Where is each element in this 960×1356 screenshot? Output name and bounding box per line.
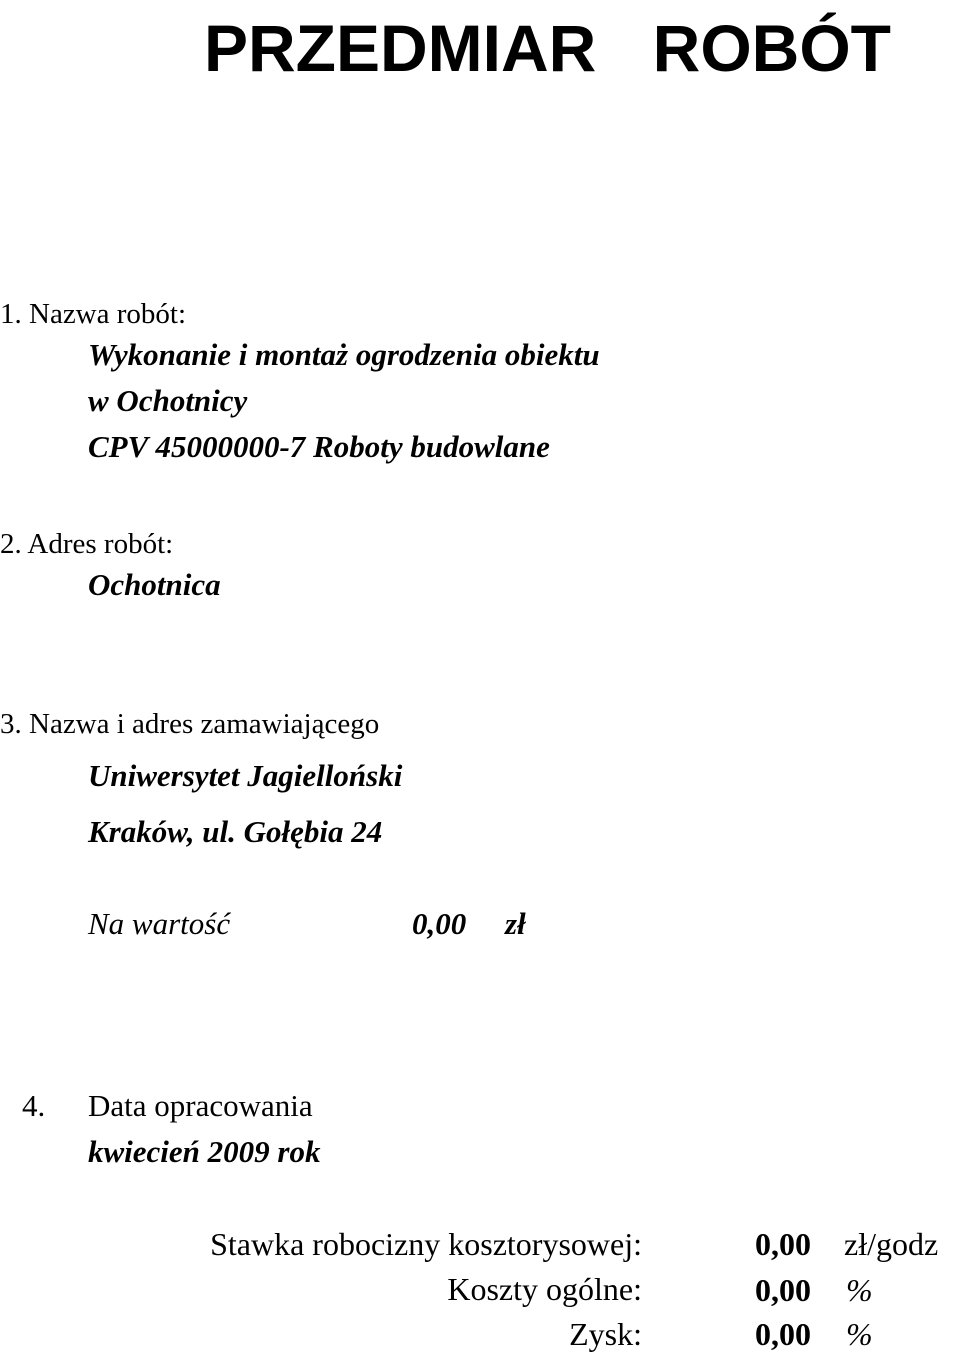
work-name-line-2: w Ochotnicy xyxy=(88,383,248,418)
client-address: Kraków, ul. Gołębia 24 xyxy=(88,814,383,849)
overhead-label: Koszty ogólne: xyxy=(447,1271,642,1307)
value-label: Na wartość xyxy=(88,906,231,941)
overhead-value: 0,00 xyxy=(755,1272,811,1308)
labor-rate-label: Stawka robocizny kosztorysowej: xyxy=(210,1226,642,1262)
value-amount: 0,00 xyxy=(412,906,467,941)
profit-value: 0,00 xyxy=(755,1316,811,1352)
page-title: PRZEDMIAR ROBÓT xyxy=(204,11,891,85)
work-address: Ochotnica xyxy=(88,567,221,602)
value-currency: zł xyxy=(505,906,526,941)
section-4-number: 4. xyxy=(22,1088,46,1123)
work-name-cpv: CPV 45000000-7 Roboty budowlane xyxy=(88,429,550,464)
preparation-date: kwiecień 2009 rok xyxy=(88,1134,321,1169)
labor-rate-unit: zł/godz xyxy=(844,1226,939,1262)
section-1-label: 1. Nazwa robót: xyxy=(0,298,187,330)
section-2-label: 2. Adres robót: xyxy=(0,528,174,560)
profit-unit: % xyxy=(846,1316,873,1352)
overhead-unit: % xyxy=(846,1272,873,1308)
work-name-line-1: Wykonanie i montaż ogrodzenia obiektu xyxy=(88,337,600,372)
client-name: Uniwersytet Jagielloński xyxy=(88,758,403,793)
labor-rate-value: 0,00 xyxy=(755,1226,811,1262)
section-3-label: 3. Nazwa i adres zamawiającego xyxy=(0,708,380,740)
profit-label: Zysk: xyxy=(569,1316,642,1352)
section-4-label: Data opracowania xyxy=(88,1088,313,1123)
